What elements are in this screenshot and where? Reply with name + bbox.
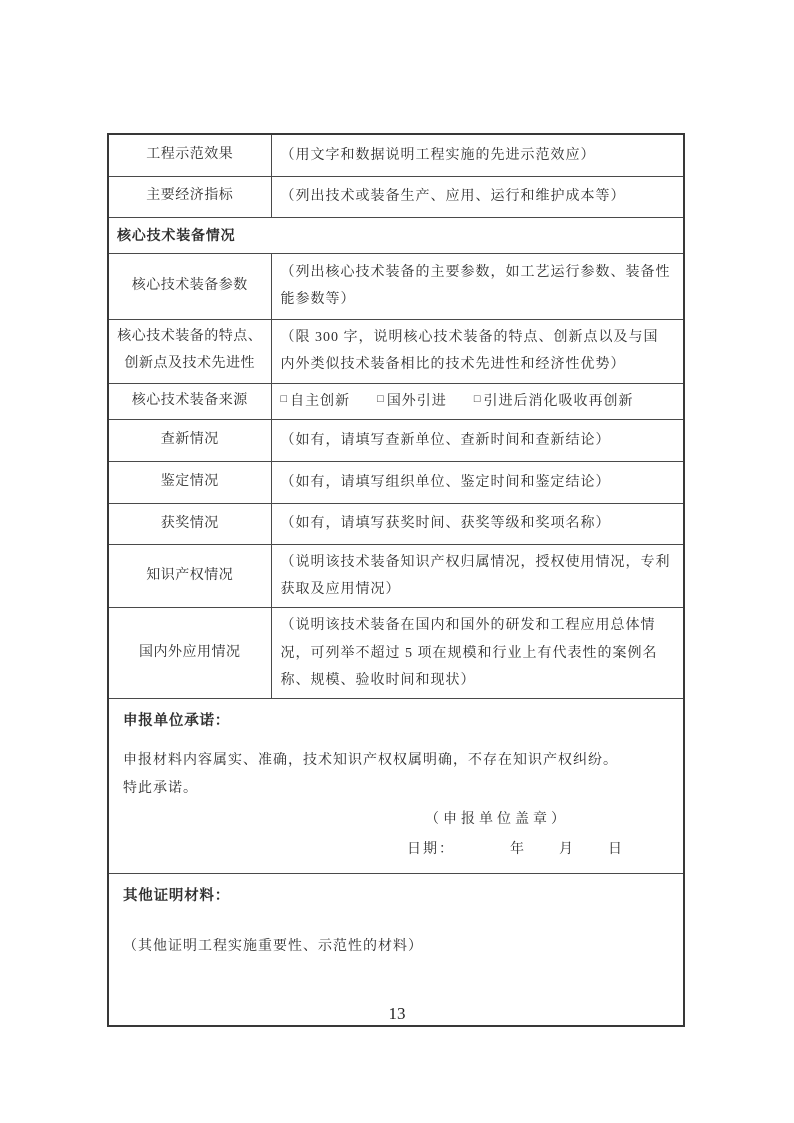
commitment-statement: 申报材料内容属实、准确，技术知识产权权属明确，不存在知识产权纠纷。 xyxy=(123,753,618,769)
row-label: 核心技术装备参数 xyxy=(108,253,271,319)
checkbox-option-label: 国外引进 xyxy=(386,393,447,409)
row-label: 知识产权情况 xyxy=(108,544,271,608)
row-desc: （限 300 字，说明核心技术装备的特点、创新点以及与国内外类似技术装备相比的技术先进性和经济性优势） xyxy=(271,319,684,383)
row-label: 获奖情况 xyxy=(108,503,271,544)
row-ip-status xyxy=(108,544,684,608)
date-line: 日期： 年 月 日 xyxy=(407,842,624,858)
source-options xyxy=(281,388,674,415)
row-label: 工程示范效果 xyxy=(108,134,271,176)
row-label: 鉴定情况 xyxy=(108,461,271,503)
commitment-title: 申报单位承诺： xyxy=(123,713,231,730)
unit-stamp-placeholder: （申报单位盖章） xyxy=(425,812,569,828)
checkbox-option-independent-innovation xyxy=(281,388,351,415)
other-materials-title: 其他证明材料： xyxy=(123,888,231,905)
checkbox-option-label: 自主创新 xyxy=(290,393,351,409)
row-label: 国内外应用情况 xyxy=(108,608,271,699)
row-label: 核心技术装备来源 xyxy=(108,383,271,419)
row-label: 查新情况 xyxy=(108,419,271,461)
row-desc: （如有，请填写获奖时间、获奖等级和奖项名称） xyxy=(271,503,684,544)
row-application-status xyxy=(108,608,684,699)
commitment-closing: 特此承诺。 xyxy=(123,781,198,797)
checkbox-option-reinnovation xyxy=(474,388,634,415)
row-desc: （列出核心技术装备的主要参数，如工艺运行参数、装备性能参数等） xyxy=(271,253,684,319)
checkbox-option-label: 引进后消化吸收再创新 xyxy=(483,393,634,409)
row-core-equip-params xyxy=(108,253,684,319)
row-desc: （列出技术或装备生产、应用、运行和维护成本等） xyxy=(271,176,684,217)
section-commitment xyxy=(108,699,684,874)
row-desc: （如有，请填写组织单位、鉴定时间和鉴定结论） xyxy=(271,461,684,503)
row-economic-indicators xyxy=(108,176,684,217)
page-number: 13 xyxy=(388,1004,406,1023)
row-novelty-search xyxy=(108,419,684,461)
checkbox-icon: □ xyxy=(280,393,289,406)
row-appraisal xyxy=(108,461,684,503)
checkbox-option-foreign-import xyxy=(377,388,447,415)
row-demo-effect xyxy=(108,134,684,176)
row-desc: （说明该技术装备知识产权归属情况，授权使用情况，专利获取及应用情况） xyxy=(271,544,684,608)
checkbox-icon: □ xyxy=(473,393,482,406)
row-desc: （说明该技术装备在国内和国外的研发和工程应用总体情况，可列举不超过 5 项在规模和行业上有代表性的案例名称、规模、验收时间和现状） xyxy=(271,608,684,699)
row-desc: （用文字和数据说明工程实施的先进示范效应） xyxy=(271,134,684,176)
row-label: 核心技术装备的特点、创新点及技术先进性 xyxy=(108,319,271,383)
row-core-equip-features xyxy=(108,319,684,383)
checkbox-icon: □ xyxy=(377,393,385,406)
row-desc: （如有，请填写查新单位、查新时间和查新结论） xyxy=(271,419,684,461)
row-label: 主要经济指标 xyxy=(108,176,271,217)
other-materials-desc: （其他证明工程实施重要性、示范性的材料） xyxy=(123,939,423,955)
row-core-equip-source xyxy=(108,383,684,419)
application-form-table xyxy=(107,133,685,1027)
row-awards xyxy=(108,503,684,544)
section-header-label: 核心技术装备情况 xyxy=(108,217,684,253)
section-header-core-equipment xyxy=(108,217,684,253)
